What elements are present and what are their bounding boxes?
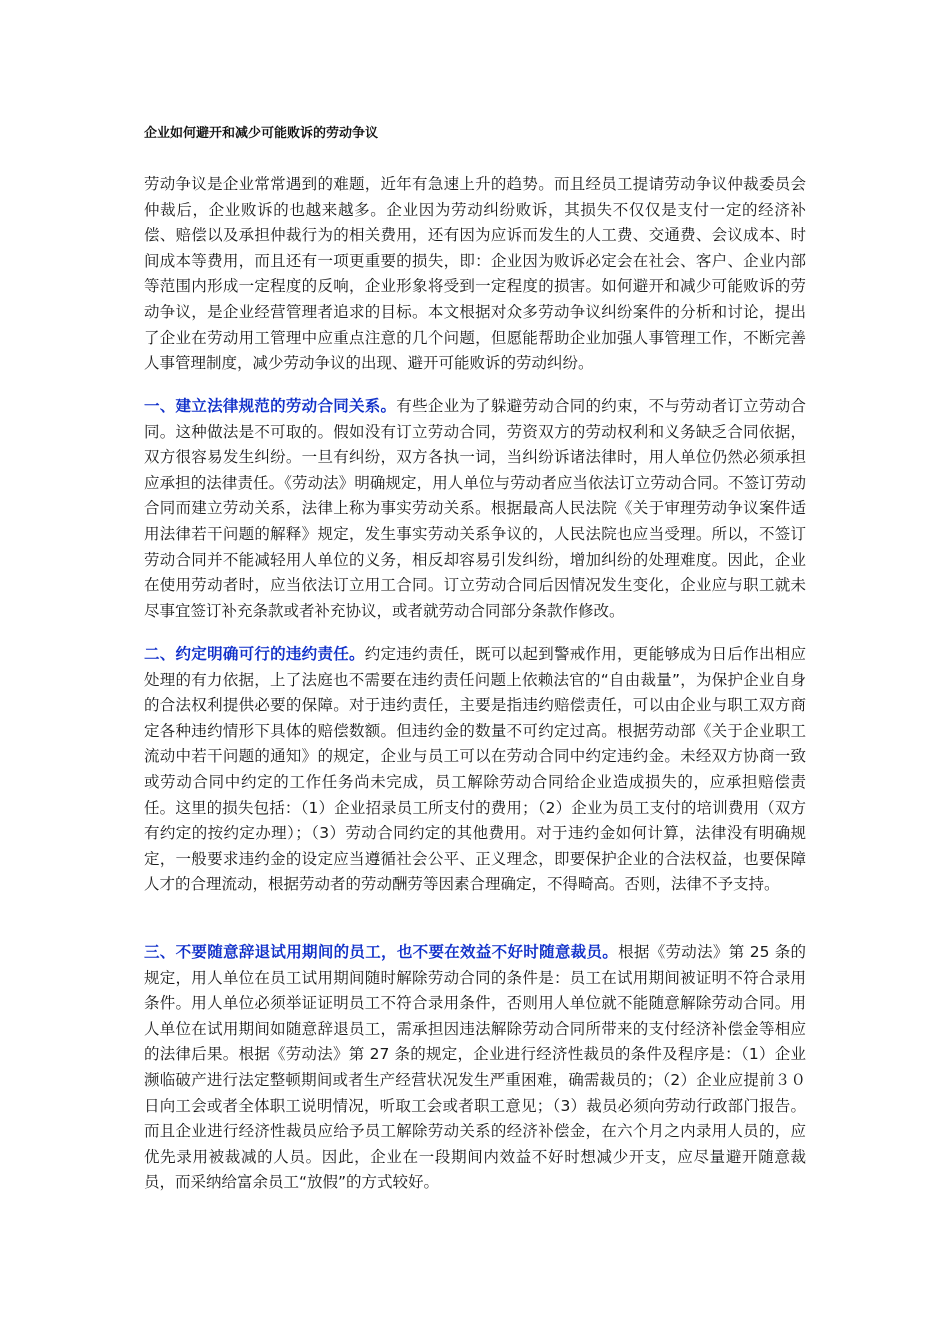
section-1-body: 有些企业为了躲避劳动合同的约束，不与劳动者订立劳动合同。这种做法是不可取的。假如没有订立劳动合同，劳资双方的劳动权利和义务缺乏合同依据，双方很容易发生纠纷。一旦有纠纷，双方各执一词，当纠纷诉诸法律时，用人单位仍然必须承担应承担的法律责任。《劳动法》明确规定，用人单位与劳动者应当依法订立劳动合同。不签订劳动合同而建立劳动关系，法律上称为事实劳动关系。根据最高人民法院《关于审理劳动争议案件适用法律若干问题的解释》规定，发生事实劳动关系争议的，人民法院也应当受理。所以，不签订劳动合同并不能减轻用人单位的义务，相反却容易引发纠纷，增加纠纷的处理难度。因此，企业在使用劳动者时，应当依法订立用工合同。订立劳动合同后因情况发生变化，企业应与职工就未尽事宜签订补充条款或者补充协议，或者就劳动合同部分条款作修改。	[144, 397, 806, 620]
section-1-heading: 一、建立法律规范的劳动合同关系。	[144, 397, 397, 415]
section-2-body: 约定违约责任，既可以起到警戒作用，更能够成为日后作出相应处理的有力依据，上了法庭也不需要在违约责任问题上依赖法官的“自由裁量”，为保护企业自身的合法权利提供必要的保障。对于违约责任，主要是指违约赔偿责任，可以由企业与职工双方商定各种违约情形下具体的赔偿数额。但违约金的数量不可约定过高。根据劳动部《关于企业职工流动中若干问题的通知》的规定，企业与员工可以在劳动合同中约定违约金。未经双方协商一致或劳动合同中约定的工作任务尚未完成，员工解除劳动合同给企业造成损失的，应承担赔偿责任。这里的损失包括：（1）企业招录员工所支付的费用；（2）企业为员工支付的培训费用（双方有约定的按约定办理）；（3）劳动合同约定的其他费用。对于违约金如何计算，法律没有明确规定，一般要求违约金的设定应当遵循社会公平、正义理念，即要保护企业的合法权益，也要保障人才的合理流动，根据劳动者的劳动酬劳等因素合理确定，不得畸高。否则，法律不予支持。	[144, 645, 806, 894]
section-2-heading: 二、约定明确可行的违约责任。	[144, 645, 365, 663]
section-1-paragraph	[144, 394, 806, 624]
section-3-paragraph	[144, 940, 806, 1196]
document-title: 企业如何避开和减少可能败诉的劳动争议	[144, 126, 379, 141]
section-2-paragraph	[144, 642, 806, 898]
section-3-body: 根据《劳动法》第 25 条的规定，用人单位在员工试用期间随时解除劳动合同的条件是：员工在试用期间被证明不符合录用条件。用人单位必须举证证明员工不符合录用条件，否则用人单位就不能随意解除劳动合同。用人单位在试用期间如随意辞退员工，需承担因违法解除劳动合同所带来的支付经济补偿金等相应的法律后果。根据《劳动法》第 27 条的规定，企业进行经济性裁员的条件及程序是：（1）企业濒临破产进行法定整顿期间或者生产经营状况发生严重困难，确需裁员的；（2）企业应提前３０日向工会或者全体职工说明情况，听取工会或者职工意见；（3）裁员必须向劳动行政部门报告。而且企业进行经济性裁员应给予员工解除劳动关系的经济补偿金，在六个月之内录用人员的，应优先录用被裁减的人员。因此，企业在一段期间内效益不好时想减少开支，应尽量避开随意裁员，而采纳给富余员工“放假”的方式较好。	[144, 943, 807, 1192]
section-3-heading: 三、不要随意辞退试用期间的员工，也不要在效益不好时随意裁员。	[144, 943, 619, 961]
intro-paragraph: 劳动争议是企业常常遇到的难题，近年有急速上升的趋势。而且经员工提请劳动争议仲裁委员会仲裁后，企业败诉的也越来越多。企业因为劳动纠纷败诉，其损失不仅仅是支付一定的经济补偿、赔偿以及承担仲裁行为的相关费用，还有因为应诉而发生的人工费、交通费、会议成本、时间成本等费用，而且还有一项更重要的损失，即：企业因为败诉必定会在社会、客户、企业内部等范围内形成一定程度的反响，企业形象将受到一定程度的损害。如何避开和减少可能败诉的劳动争议，是企业经营管理者追求的目标。本文根据对众多劳动争议纠纷案件的分析和讨论，提出了企业在劳动用工管理中应重点注意的几个问题，但愿能帮助企业加强人事管理工作，不断完善人事管理制度，减少劳动争议的出现、避开可能败诉的劳动纠纷。	[144, 175, 806, 373]
